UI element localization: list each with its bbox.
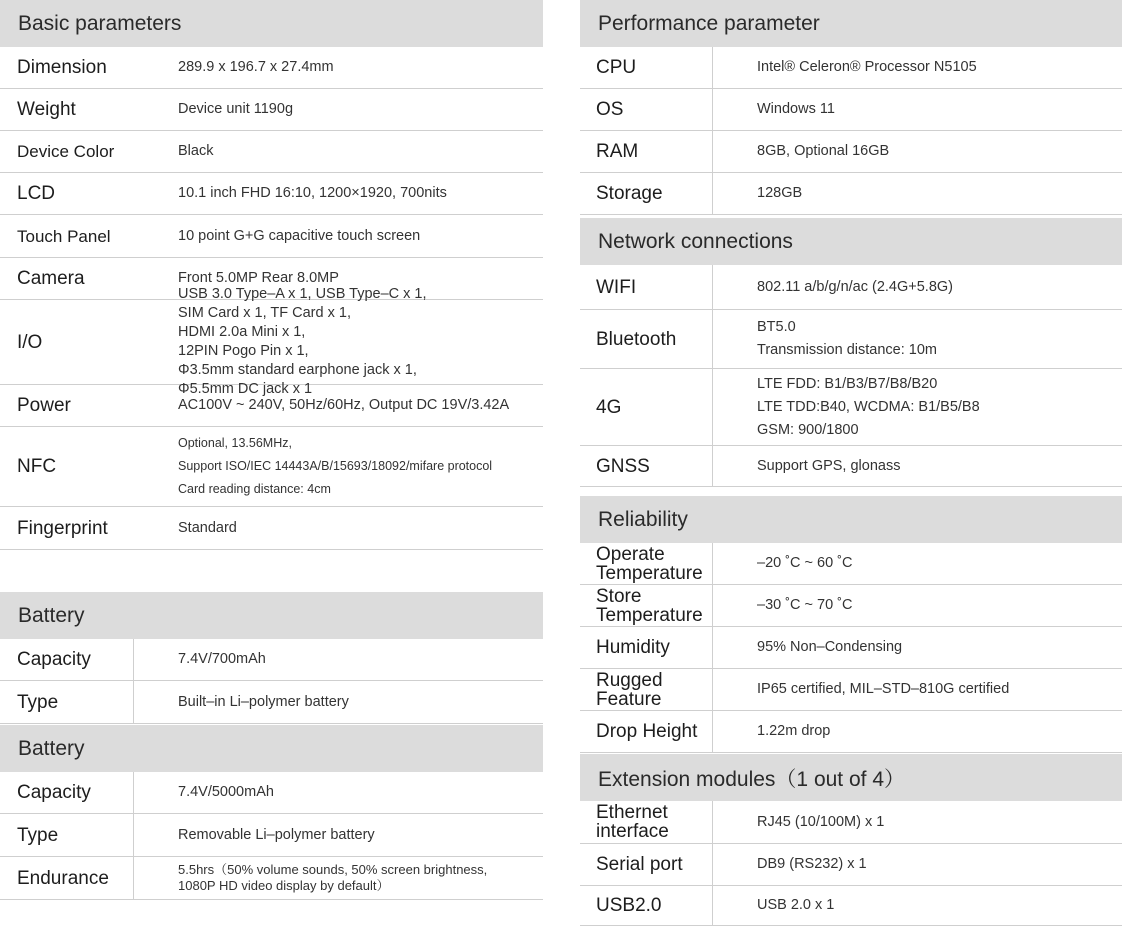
spec-value xyxy=(713,886,1122,925)
spec-value-line: Transmission distance: 10m xyxy=(757,342,937,358)
spec-label: Humidity xyxy=(580,627,713,668)
spec-label-line: Feature xyxy=(596,688,662,710)
spec-value-line: 5.5hrs（50% volume sounds, 50% screen brightness, xyxy=(178,862,488,877)
battery2-section xyxy=(0,725,543,900)
spec-value-line: LTE FDD: B1/B3/B7/B8/B20 xyxy=(757,375,938,392)
battery1-section xyxy=(0,592,543,724)
spec-value xyxy=(134,89,543,130)
spec-row-operate-temperature xyxy=(580,543,1122,585)
spec-label: Touch Panel xyxy=(17,226,111,246)
spec-label-line: Operate xyxy=(596,543,665,565)
spec-row-power xyxy=(0,385,543,427)
spec-row-i-o xyxy=(0,286,543,397)
spec-row-nfc xyxy=(0,427,543,507)
spec-value xyxy=(134,131,543,172)
spec-label: Endurance xyxy=(0,857,134,899)
spec-value-line: Standard xyxy=(178,519,237,536)
spec-value-line: Optional, 13.56MHz, xyxy=(178,436,292,450)
spec-label-line: Ethernet xyxy=(596,802,668,823)
spec-row-humidity xyxy=(580,627,1122,669)
spec-label: CPU xyxy=(580,47,713,88)
spec-label: Drop Height xyxy=(580,711,713,752)
spec-value xyxy=(713,47,1122,88)
spec-value-line: RJ45 (10/100M) x 1 xyxy=(757,813,885,830)
spec-value xyxy=(713,627,1122,668)
spec-row-cpu xyxy=(580,47,1122,89)
spec-value-line: Support GPS, glonass xyxy=(757,457,901,474)
extension-section xyxy=(580,754,1122,926)
spec-value xyxy=(713,711,1122,752)
spec-value xyxy=(134,507,543,549)
spec-value xyxy=(134,639,543,680)
spec-label: USB2.0 xyxy=(580,886,713,925)
spec-value-line: Black xyxy=(178,143,214,159)
spec-row-type xyxy=(0,681,543,724)
section-title-reliability: Reliability xyxy=(580,496,1122,543)
spec-row-ram xyxy=(580,131,1122,173)
network-section xyxy=(580,218,1122,487)
spec-value xyxy=(713,669,1122,710)
spec-value xyxy=(713,131,1122,172)
basic-section xyxy=(0,0,543,550)
spec-value xyxy=(713,265,1122,309)
spec-row-weight xyxy=(0,89,543,131)
section-title-extension: Extension modules（1 out of 4） xyxy=(580,754,1122,801)
spec-row-touch-panel xyxy=(0,215,543,258)
section-title-performance: Performance parameter xyxy=(580,0,1122,47)
spec-label: Storage xyxy=(580,173,713,214)
spec-value-line: 7.4V/700mAh xyxy=(178,651,266,667)
spec-value-line: 1.22m drop xyxy=(757,723,831,739)
spec-value xyxy=(134,681,543,723)
spec-label: Bluetooth xyxy=(580,310,713,368)
spec-label: Type xyxy=(0,681,134,723)
spec-label: I/O xyxy=(17,331,43,353)
spec-row-type xyxy=(0,814,543,857)
spec-value xyxy=(713,89,1122,130)
spec-label: Fingerprint xyxy=(17,517,108,539)
spec-value-line: Support ISO/IEC 14443A/B/15693/18092/mifare protocol xyxy=(178,459,493,473)
spec-value-line: AC100V ~ 240V, 50Hz/60Hz, Output DC 19V/3.42A xyxy=(178,397,510,413)
spec-value xyxy=(713,446,1122,486)
spec-value-line: 289.9 x 196.7 x 27.4mm xyxy=(178,59,334,75)
spec-value xyxy=(713,844,1122,885)
spec-label: WIFI xyxy=(580,265,713,309)
spec-value-line: Removable Li–polymer battery xyxy=(178,826,375,843)
spec-value-line: Windows 11 xyxy=(757,101,835,117)
spec-value xyxy=(713,369,1122,445)
spec-value-line: USB 3.0 Type–A x 1, USB Type–C x 1, xyxy=(178,286,427,302)
spec-label-line: interface xyxy=(596,821,669,842)
spec-value xyxy=(134,215,543,257)
spec-row-os xyxy=(580,89,1122,131)
spec-label: Serial port xyxy=(580,844,713,885)
spec-label: Weight xyxy=(17,99,76,120)
spec-row-store-temperature xyxy=(580,585,1122,627)
spec-value-line: LTE TDD:B40, WCDMA: B1/B5/B8 xyxy=(757,398,980,415)
spec-row-storage xyxy=(580,173,1122,215)
spec-label: Device Color xyxy=(17,142,115,161)
section-title-network: Network connections xyxy=(580,218,1122,265)
spec-value xyxy=(134,814,543,856)
spec-value-line: 7.4V/5000mAh xyxy=(178,784,274,800)
spec-value-line: SIM Card x 1, TF Card x 1, xyxy=(178,305,351,321)
spec-row-rugged-feature xyxy=(580,669,1122,711)
spec-value-line: 95% Non–Condensing xyxy=(757,639,903,655)
spec-value-line: DB9 (RS232) x 1 xyxy=(757,856,867,872)
spec-value xyxy=(713,173,1122,214)
spec-value-line: Φ5.5mm DC jack x 1 xyxy=(178,381,313,397)
spec-value xyxy=(713,801,1122,843)
spec-value-line: Intel® Celeron® Processor N5105 xyxy=(757,59,977,75)
spec-label-line: Store xyxy=(596,585,642,607)
spec-label-line: Temperature xyxy=(596,604,703,626)
spec-label: Capacity xyxy=(0,639,134,680)
spec-label xyxy=(580,669,713,710)
spec-label: GNSS xyxy=(580,446,713,486)
spec-label xyxy=(580,585,713,626)
spec-row-lcd xyxy=(0,173,543,215)
spec-label: RAM xyxy=(580,131,713,172)
spec-value-line: USB 2.0 x 1 xyxy=(757,897,835,913)
spec-row-capacity xyxy=(0,772,543,814)
spec-row-ethernet-interface xyxy=(580,801,1122,844)
spec-value xyxy=(134,427,543,506)
spec-value-line: –30 ˚C ~ 70 ˚C xyxy=(757,597,853,613)
spec-value xyxy=(713,543,1122,584)
spec-label xyxy=(580,801,713,843)
spec-value xyxy=(134,385,543,426)
section-title-basic: Basic parameters xyxy=(0,0,543,47)
spec-value-line: 1080P HD video display by default） xyxy=(178,878,390,893)
spec-label: Power xyxy=(17,395,71,416)
spec-value-line: GSM: 900/1800 xyxy=(757,421,859,438)
spec-value-line: Φ3.5mm standard earphone jack x 1, xyxy=(178,362,417,378)
spec-label: Capacity xyxy=(0,772,134,813)
spec-label: LCD xyxy=(17,183,56,204)
spec-label: Camera xyxy=(17,268,85,289)
spec-value xyxy=(134,286,543,397)
spec-value xyxy=(713,310,1122,368)
spec-row-wifi xyxy=(580,265,1122,310)
spec-row-4g xyxy=(580,369,1122,446)
spec-value-line: HDMI 2.0a Mini x 1, xyxy=(178,324,306,340)
performance-section xyxy=(580,0,1122,215)
spec-value-line: 12PIN Pogo Pin x 1, xyxy=(178,343,309,359)
spec-value-line: Built–in Li–polymer battery xyxy=(178,693,349,710)
spec-row-gnss xyxy=(580,446,1122,487)
spec-value-line: 128GB xyxy=(757,185,803,201)
spec-value xyxy=(134,47,543,88)
spec-value-line: Device unit 1190g xyxy=(178,101,294,117)
spec-value xyxy=(134,173,543,214)
spec-value-line: IP65 certified, MIL–STD–810G certified xyxy=(757,681,1010,697)
spec-label xyxy=(580,543,713,584)
spec-value-line: Front 5.0MP Rear 8.0MP xyxy=(178,270,339,286)
spec-value-line: 8GB, Optional 16GB xyxy=(757,143,890,159)
spec-value xyxy=(134,857,543,899)
spec-value-line: 10.1 inch FHD 16:10, 1200×1920, 700nits xyxy=(178,185,447,201)
spec-value-line: 802.11 a/b/g/n/ac (2.4G+5.8G) xyxy=(757,278,954,295)
spec-value-line: BT5.0 xyxy=(757,319,796,335)
spec-row-bluetooth xyxy=(580,310,1122,369)
reliability-section xyxy=(580,496,1122,753)
spec-value xyxy=(713,585,1122,626)
spec-value-line: 10 point G+G capacitive touch screen xyxy=(178,227,421,244)
spec-value xyxy=(134,772,543,813)
spec-row-serial-port xyxy=(580,844,1122,886)
spec-row-endurance xyxy=(0,857,543,900)
section-title-battery2: Battery xyxy=(0,725,543,772)
spec-label: Dimension xyxy=(17,57,107,78)
spec-row-fingerprint xyxy=(0,507,543,550)
spec-row-dimension xyxy=(0,47,543,89)
spec-label: Type xyxy=(0,814,134,856)
spec-label: NFC xyxy=(17,456,57,477)
spec-row-device-color xyxy=(0,131,543,173)
section-title-battery1: Battery xyxy=(0,592,543,639)
spec-label: OS xyxy=(580,89,713,130)
spec-label: 4G xyxy=(580,369,713,445)
spec-value-line: –20 ˚C ~ 60 ˚C xyxy=(757,555,853,571)
spec-row-drop-height xyxy=(580,711,1122,753)
spec-label-line: Rugged xyxy=(596,669,663,691)
spec-label-line: Temperature xyxy=(596,562,703,584)
spec-row-usb2-0 xyxy=(580,886,1122,926)
spec-row-capacity xyxy=(0,639,543,681)
spec-value-line: Card reading distance: 4cm xyxy=(178,482,331,496)
